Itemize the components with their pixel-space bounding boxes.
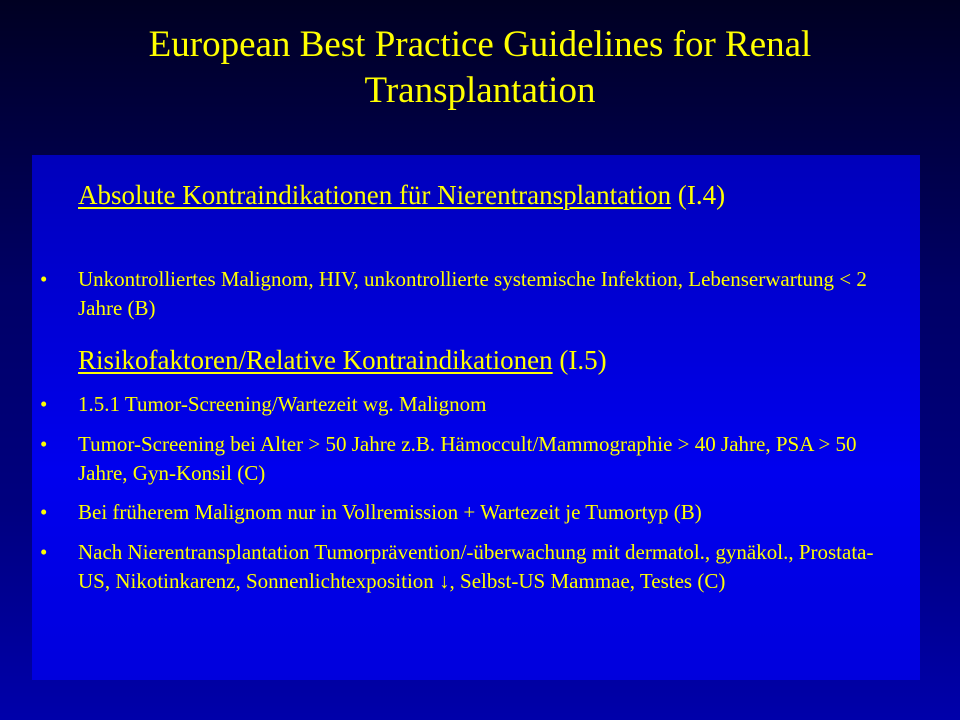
list-item-text: Bei früherem Malignom nur in Vollremission + Wartezeit je Tumortyp (B): [78, 500, 702, 524]
list-item-text: Tumor-Screening bei Alter > 50 Jahre z.B. Hämoccult/Mammographie > 40 Jahre, PSA > 50 Jahre, Gyn-Konsil (C): [78, 432, 857, 485]
bullet-icon: •: [40, 267, 48, 291]
list-item: [40, 430, 890, 488]
section-heading-text: Risikofaktoren/Relative Kontraindikationen: [78, 345, 553, 375]
slide-title: European Best Practice Guidelines for Renal Transplantation: [148, 24, 812, 111]
list-item-text: Unkontrolliertes Malignom, HIV, unkontrollierte systemische Infektion, Lebenserwartung < 2 Jahre (B): [78, 267, 867, 320]
list-item: [40, 265, 890, 323]
section-ref: (I.4): [671, 180, 726, 210]
section-ref: (I.5): [552, 345, 607, 375]
section-heading-absolute: [78, 175, 918, 215]
list-item: [40, 390, 890, 419]
bullet-icon: •: [40, 500, 48, 524]
bullet-icon: •: [40, 392, 48, 416]
list-item-text: 1.5.1 Tumor-Screening/Wartezeit wg. Malignom: [78, 392, 487, 416]
list-item-text: Nach Nierentransplantation Tumorprävention/-überwachung mit dermatol., gynäkol., Prostata-US, Nikotinkarenz, Sonnenlichtexposition ↓, Selbst-US Mammae, Testes (C): [78, 540, 874, 593]
section-heading-relative: [78, 340, 918, 380]
bullet-icon: •: [40, 540, 48, 564]
list-item: [40, 498, 890, 527]
list-item: [40, 538, 890, 596]
section-heading-text: Absolute Kontraindikationen für Nierentransplantation: [78, 180, 672, 210]
bullet-icon: •: [40, 432, 48, 456]
